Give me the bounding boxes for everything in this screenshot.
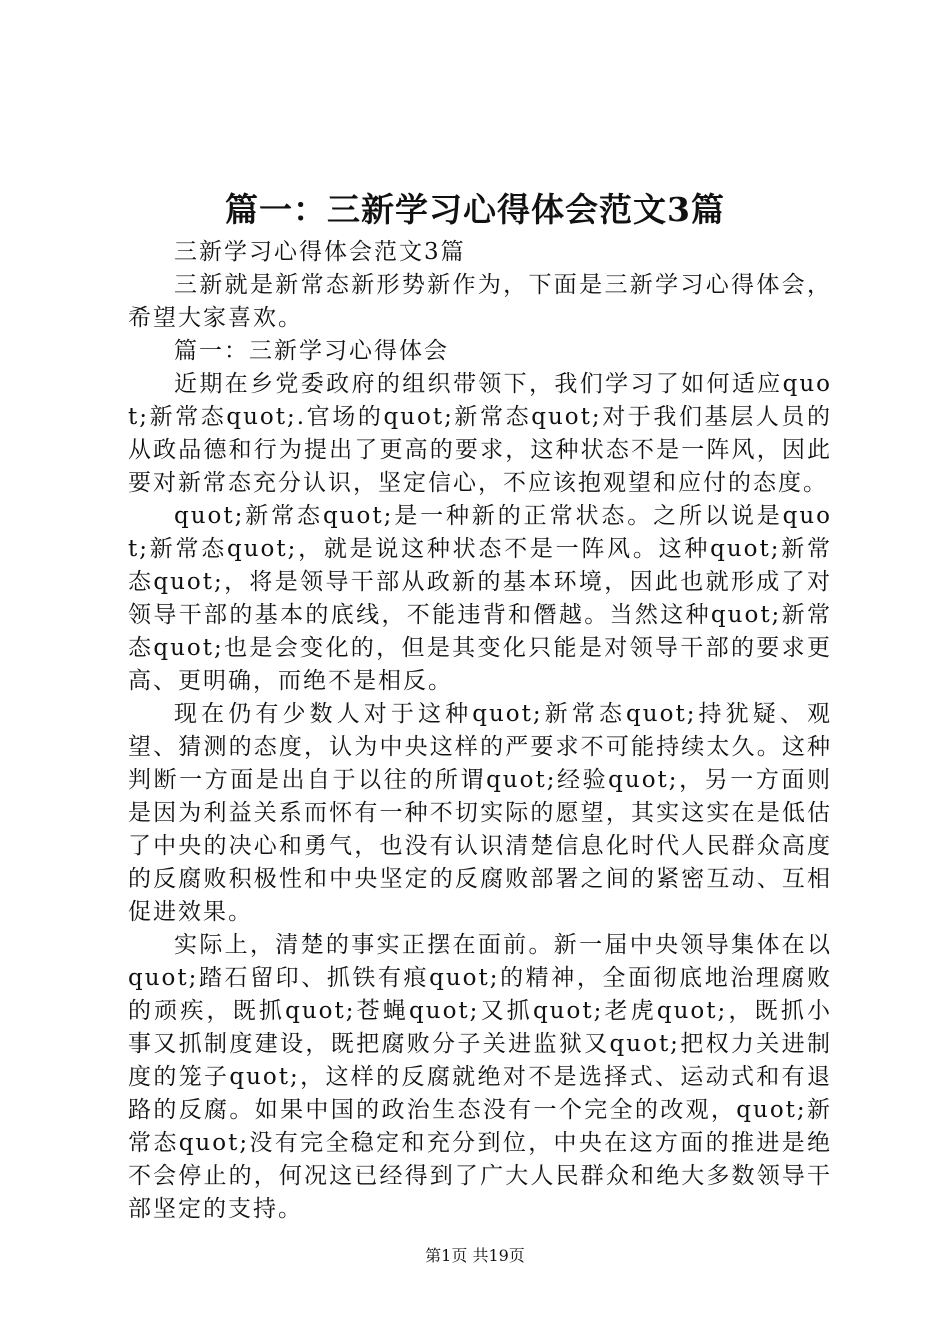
paragraph-subtitle: 三新学习心得体会范文3篇 — [174, 239, 466, 265]
document-title: 篇一：三新学习心得体会范文3篇 — [225, 190, 725, 229]
paragraph: 近期在乡党委政府的组织带领下，我们学习了如何适应quot;新常态quot;.官场的quot;新常态quot;对于我们基层人员的从政品德和行为提出了更高的要求，这种状态不是一阵风，因此要对新常态充分认识，坚定信心，不应该抱观望和应付的态度。 — [128, 371, 832, 496]
paragraph: quot;新常态quot;是一种新的正常状态。之所以说是quot;新常态quot;，就是说这种状态不是一阵风。这种quot;新常态quot;，将是领导干部从政新的基本环境，因此也就形成了对领导干部的基本的底线，不能违背和僭越。当然这种quot;新常态quot;也是会变化的，但是其变化只能是对领导干部的要求更高、更明确，而绝不是相反。 — [128, 503, 832, 694]
paragraph-intro: 三新就是新常态新形势新作为，下面是三新学习心得体会，希望大家喜欢。 — [128, 272, 832, 331]
paragraph: 实际上，清楚的事实正摆在面前。新一届中央领导集体在以quot;踏石留印、抓铁有痕quot;的精神，全面彻底地治理腐败的顽疾，既抓quot;苍蝇quot;又抓quot;老虎quot;，既抓小事又抓制度建设，既把腐败分子关进监狱又quot;把权力关进制度的笼子quot;，这样的反腐就绝对不是选择式、运动式和有退路的反腐。如果中国的政治生态没有一个完全的改观，quot;新常态quot;没有完全稳定和充分到位，中央在这方面的推进是绝不会停止的，何况这已经得到了广大人民群众和绝大多数领导干部坚定的支持。 — [128, 932, 832, 1222]
page-number-footer: 第1页 共19页 — [425, 1246, 525, 1265]
paragraph-section-heading: 篇一：三新学习心得体会 — [174, 338, 449, 364]
document-body — [128, 236, 832, 1226]
paragraph: 现在仍有少数人对于这种quot;新常态quot;持犹疑、观望、猜测的态度，认为中央这样的严要求不可能持续太久。这种判断一方面是出自于以往的所谓quot;经验quot;，另一方面则是因为利益关系而怀有一种不切实际的愿望，其实这实在是低估了中央的决心和勇气，也没有认识清楚信息化时代人民群众高度的反腐败积极性和中央坚定的反腐败部署之间的紧密互动、互相促进效果。 — [128, 701, 832, 925]
